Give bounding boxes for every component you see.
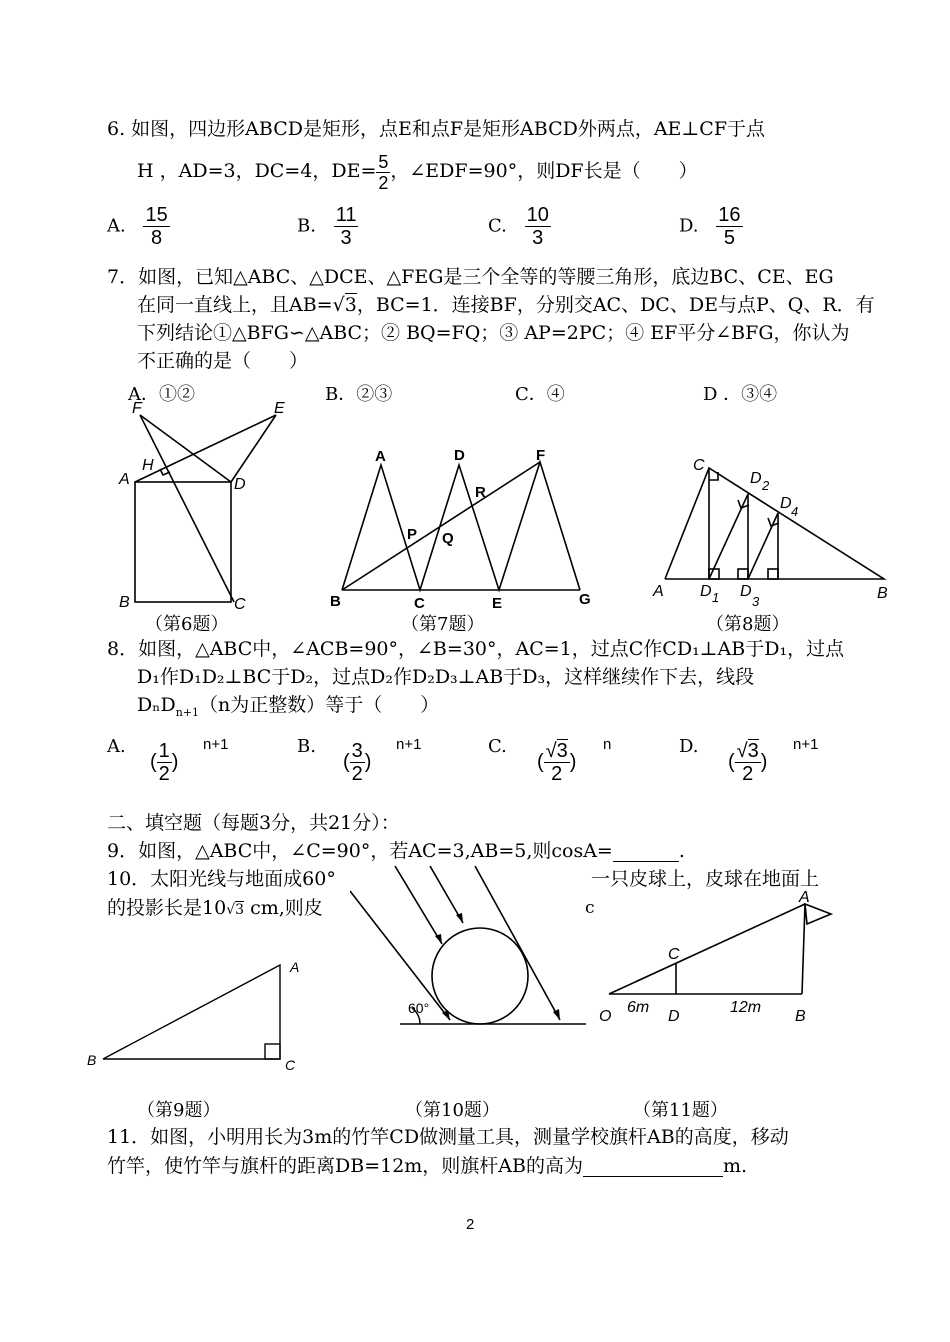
label-a: A <box>799 890 810 906</box>
figure-10 <box>350 866 590 1031</box>
ball-circle <box>432 928 528 1024</box>
angle-label: 60° <box>408 1000 430 1016</box>
q7-line4: 不正确的是（ ） <box>137 350 309 372</box>
q8-option-a-expr[interactable]: ( $\frac{1}{2}$ ) <box>150 740 179 785</box>
label-d: D <box>234 476 246 493</box>
q10-line2-mid: cm,则皮 <box>244 897 323 919</box>
q8-option-b-label[interactable]: B. <box>297 736 316 757</box>
q6-line2 <box>137 146 698 196</box>
option-fraction <box>525 204 551 249</box>
q6-option-b[interactable] <box>297 204 358 249</box>
numerator: 15 <box>145 204 168 226</box>
q7-line3: 下列结论①△BFG∽△ABC；② BQ=FQ；③ AP=2PC；④ EF平分∠BFG，你认为 <box>137 322 850 344</box>
option-fraction <box>157 740 172 785</box>
de-numerator: 5 <box>378 151 389 172</box>
denominator: 2 <box>158 763 170 785</box>
label-b: B <box>330 593 341 610</box>
denominator: 8 <box>151 227 163 249</box>
q8-line3-pre: DₙD <box>137 694 176 716</box>
label-f: F <box>536 447 546 464</box>
sun-ray-4 <box>475 866 560 1020</box>
q6-option-a[interactable] <box>107 204 170 249</box>
numerator: 16 <box>718 204 741 226</box>
label-f: F <box>132 400 142 417</box>
q8-line3-post: （n为正整数）等于（ ） <box>199 694 440 716</box>
label-c: C <box>414 595 425 612</box>
q8-option-d-exponent: n+1 <box>793 736 819 753</box>
figure-11 <box>595 890 835 1030</box>
triangle-abc <box>103 965 280 1059</box>
q8-line3 <box>137 694 439 724</box>
radicand: 3 <box>235 902 245 918</box>
q8-option-a-exponent: n+1 <box>203 736 229 753</box>
sqrt-sign: √ <box>226 902 236 918</box>
q10-line2-fragment: c <box>585 898 595 918</box>
label-e: E <box>492 595 503 612</box>
option-fraction <box>544 740 570 785</box>
right-angle-2 <box>738 569 748 579</box>
label-b: B <box>87 1052 97 1068</box>
q11-line2-post: m. <box>723 1155 748 1177</box>
label-d1-sub: 1 <box>712 590 720 605</box>
q8-option-a-label[interactable]: A. <box>107 736 126 757</box>
label-c: C <box>234 596 246 613</box>
zigzag-triangles <box>342 462 580 590</box>
page-number: 2 <box>466 1216 475 1233</box>
label-a: A <box>653 583 664 600</box>
sun-ray-2 <box>395 866 442 944</box>
caption-fig10: （第10题） <box>405 1100 500 1121</box>
q8-option-d-label[interactable]: D. <box>679 736 699 757</box>
q7-option-b[interactable]: B．②③ <box>325 384 393 405</box>
q6-line2-pre: H ，AD=3，DC=4，DE= <box>137 160 377 182</box>
q7-line2 <box>137 294 875 316</box>
label-db-length: 12m <box>730 999 762 1016</box>
radicand: 3 <box>556 740 568 762</box>
caption-fig7: （第7题） <box>401 614 485 635</box>
label-b: B <box>795 1008 806 1025</box>
q7-option-c[interactable]: C．④ <box>515 384 565 405</box>
label-c: C <box>285 1057 296 1073</box>
flagpole-ab <box>802 904 805 994</box>
q6-line2-post: ，∠EDF=90°，则DF长是（ ） <box>390 160 698 182</box>
label-h: H <box>142 457 154 474</box>
denominator: 3 <box>532 227 544 249</box>
figure-8 <box>645 450 905 615</box>
q6-option-c[interactable] <box>488 204 551 249</box>
numerator: 10 <box>526 204 549 226</box>
q6-line1: 6. 如图，四边形ABCD是矩形，点E和点F是矩形ABCD外两点，AE⊥CF于点 <box>107 118 766 140</box>
right-angle-3 <box>768 569 778 579</box>
label-o: O <box>599 1008 612 1025</box>
q8-line3-sub: n+1 <box>175 705 199 719</box>
option-fraction <box>735 740 761 785</box>
label-d: D <box>668 1008 680 1025</box>
numerator: 11 <box>335 204 357 226</box>
flag <box>805 904 831 924</box>
q8-option-b-expr[interactable]: ( $\frac{3}{2}$ ) <box>343 740 372 785</box>
sun-ray-1 <box>350 891 450 1020</box>
line-bf <box>342 462 540 590</box>
numerator: 1 <box>158 740 170 762</box>
arrow-head-3 <box>456 913 463 923</box>
label-d2: D <box>750 470 762 487</box>
line-fd <box>140 415 231 482</box>
q7-line2-pre: 在同一直线上，且AB= <box>137 294 333 316</box>
figure-6 <box>110 395 310 615</box>
q7-line2-post: ，BC=1．连接BF，分别交AC、DC、DE与点P、Q、R．有 <box>356 294 875 316</box>
caption-fig11: （第11题） <box>633 1100 728 1121</box>
label-c: C <box>668 946 680 963</box>
label-r: R <box>475 484 486 501</box>
denominator: 2 <box>351 763 363 785</box>
caption-fig6: （第6题） <box>145 614 229 635</box>
numerator: √3 <box>736 740 759 762</box>
option-fraction <box>143 204 169 249</box>
radicand: 3 <box>344 294 357 316</box>
option-fraction <box>716 204 742 249</box>
q6-de-fraction <box>376 152 390 193</box>
denominator: 3 <box>340 227 352 249</box>
caption-fig9: （第9题） <box>137 1100 221 1121</box>
q11-line2-pre: 竹竿，使竹竿与旗杆的距离DB=12m，则旗杆AB的高为 <box>107 1155 583 1177</box>
label-d1: D <box>700 583 712 600</box>
label-d3-sub: 3 <box>752 594 760 609</box>
q8-option-c-expr[interactable]: ( $\frac{√3}{2}$ ) <box>537 740 577 785</box>
option-label: B. <box>297 215 316 237</box>
label-d3: D <box>740 583 752 600</box>
label-d4-sub: 4 <box>791 504 799 519</box>
label-a: A <box>119 471 130 488</box>
q10-line2-left: 的投影长是10 <box>107 897 227 919</box>
q6-option-d[interactable] <box>679 204 743 249</box>
q8-option-c-label[interactable]: C. <box>488 736 507 757</box>
q10-line1-left: 10．太阳光线与地面成60° <box>107 868 336 890</box>
q10-line1-right: 一只皮球上，皮球在地面上 <box>591 868 820 890</box>
q7-line1: 7．如图，已知△ABC、△DCE、△FEG是三个全等的等腰三角形，底边BC、CE、EG <box>107 266 834 288</box>
denominator: 2 <box>742 763 754 785</box>
q8-line2: D₁作D₁D₂⊥BC于D₂，过点D₂作D₂D₃⊥AB于D₃，这样继续作下去，线段 <box>137 666 755 688</box>
numerator: √3 <box>545 740 568 762</box>
label-d: D <box>454 447 465 464</box>
line-fc <box>140 415 234 602</box>
figure-9 <box>85 955 315 1080</box>
de-denominator: 2 <box>378 172 389 193</box>
label-d4: D <box>780 495 792 512</box>
radicand: 3 <box>747 740 759 762</box>
q8-option-b-exponent: n+1 <box>396 736 422 753</box>
label-p: P <box>407 526 418 543</box>
label-g: G <box>579 591 591 608</box>
denominator: 5 <box>723 227 735 249</box>
label-od-length: 6m <box>627 999 650 1016</box>
sqrt-sign: √ <box>332 294 345 316</box>
option-label: D. <box>679 215 699 237</box>
q9-end: . <box>678 840 685 862</box>
q10-line2 <box>107 897 323 921</box>
option-fraction <box>350 740 365 785</box>
q7-option-a[interactable]: A．①② <box>128 384 195 405</box>
section-2-heading: 二、填空题（每题3分，共21分）： <box>107 812 400 834</box>
numerator: 3 <box>351 740 363 762</box>
label-d2-sub: 2 <box>762 478 770 493</box>
label-c: C <box>693 457 705 474</box>
label-a: A <box>375 448 386 465</box>
right-angle-c <box>265 1044 280 1059</box>
label-b: B <box>119 594 130 611</box>
label-b: B <box>877 585 888 602</box>
q8-option-d-expr[interactable]: ( $\frac{√3}{2}$ ) <box>728 740 768 785</box>
label-e: E <box>274 400 285 417</box>
figure-7 <box>325 440 605 615</box>
q7-option-d[interactable]: D ．③④ <box>703 384 778 405</box>
option-label: A. <box>107 215 126 237</box>
q8-option-c-exponent: n <box>603 736 612 753</box>
q11-line2 <box>107 1155 747 1177</box>
denominator: 2 <box>551 763 563 785</box>
q9-line <box>107 840 685 862</box>
label-a: A <box>290 959 300 975</box>
q11-answer-blank[interactable] <box>583 1158 723 1177</box>
label-q: Q <box>442 530 454 547</box>
q9-answer-blank[interactable] <box>613 843 679 862</box>
q8-line1: 8．如图，△ABC中，∠ACB=90°，∠B=30°，AC=1，过点C作CD₁⊥AB于D₁，过点 <box>107 638 845 660</box>
caption-fig8: （第8题） <box>706 614 790 635</box>
q9-text: 9．如图，△ABC中，∠C=90°，若AC=3,AB=5,则cosA= <box>107 840 613 862</box>
option-label: C. <box>488 215 507 237</box>
option-fraction <box>334 204 359 249</box>
triangle-abc <box>665 468 884 579</box>
line-oa <box>609 904 805 994</box>
q11-line1: 11．如图，小明用长为3m的竹竿CD做测量工具，测量学校旗杆AB的高度，移动 <box>107 1126 789 1148</box>
